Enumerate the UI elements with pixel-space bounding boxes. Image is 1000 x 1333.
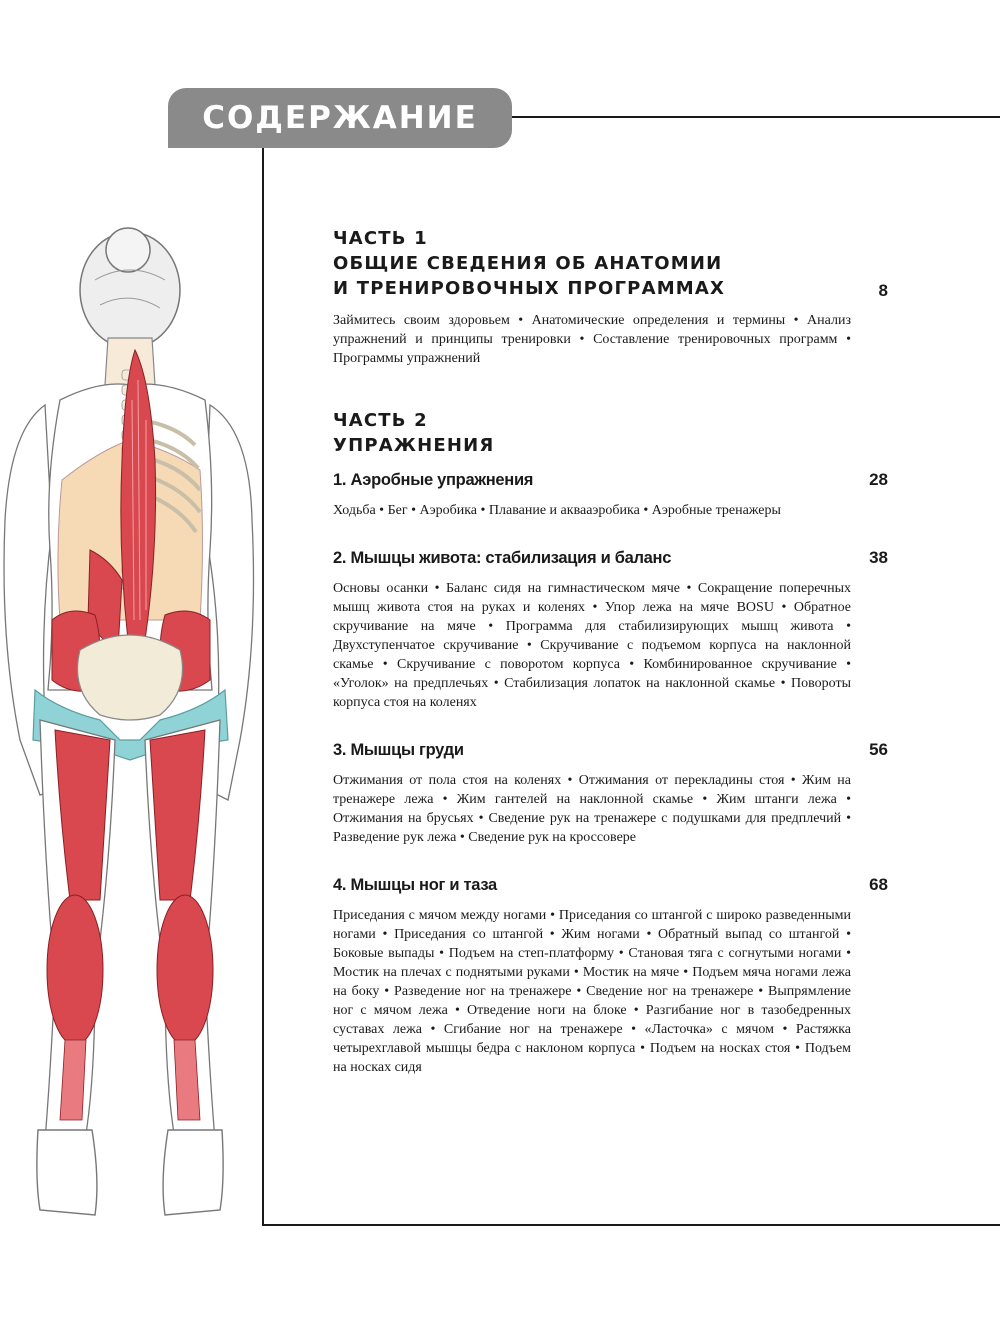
section-description: Отжимания от пола стоя на коленях • Отжимания от перекладины стоя • Жим на тренажере лежа • Жим гантелей на наклонной скамье • Жим штанги лежа • Отжимания на брусьях • Сведение рук на тренажере с подушками для предплечий • Разведение рук лежа • Сведение рук на кроссовере xyxy=(333,773,851,845)
top-rule xyxy=(512,116,1000,118)
table-of-contents xyxy=(333,226,888,1077)
right-shoe xyxy=(163,1130,223,1215)
left-calf xyxy=(47,895,103,1045)
section-page[interactable]: 38 xyxy=(869,548,888,567)
anatomy-figure xyxy=(0,220,262,1230)
hair-bun xyxy=(106,228,150,272)
left-achilles xyxy=(60,1040,86,1120)
section-row xyxy=(333,875,888,895)
section-title[interactable]: 2. Мышцы живота: стабилизация и баланс xyxy=(333,549,672,567)
left-shoe xyxy=(37,1130,97,1215)
section-row xyxy=(333,548,888,568)
section-row xyxy=(333,740,888,760)
section-description: Ходьба • Бег • Аэробика • Плавание и аквааэробика • Аэробные тренажеры xyxy=(333,503,781,518)
section-title[interactable]: 3. Мышцы груди xyxy=(333,741,464,759)
right-calf xyxy=(157,895,213,1045)
right-achilles xyxy=(174,1040,200,1120)
section-chest xyxy=(333,740,888,847)
part1-title-line2: И ТРЕНИРОВОЧНЫХ ПРОГРАММАХ xyxy=(333,278,726,299)
part1-title-row xyxy=(333,276,888,301)
section-title[interactable]: 4. Мышцы ног и таза xyxy=(333,876,497,894)
part2-label: ЧАСТЬ 2 xyxy=(333,410,428,431)
part1 xyxy=(333,226,888,368)
part1-title-line1: ОБЩИЕ СВЕДЕНИЯ ОБ АНАТОМИИ xyxy=(333,253,723,274)
part1-description: Займитесь своим здоровьем • Анатомические определения и термины • Анализ упражнений и принципы тренировки • Составление тренировочных программ • Программы упражнений xyxy=(333,313,851,366)
section-page[interactable]: 56 xyxy=(869,740,888,759)
section-abdominals xyxy=(333,548,888,712)
section-legs xyxy=(333,875,888,1077)
pelvis xyxy=(78,635,183,720)
part1-page[interactable]: 8 xyxy=(878,281,888,300)
section-aerobic xyxy=(333,470,888,520)
contents-title: СОДЕРЖАНИЕ xyxy=(202,100,478,136)
section-description: Основы осанки • Баланс сидя на гимнастическом мяче • Сокращение поперечных мышц живота стоя на руках и коленях • Упор лежа на мяче BOSU • Обратное скручивание на мяче • Программа для стабилизирующих мышц живота • Двухступенчатое скручивание • Скручивание с подъемом корпуса на наклонной скамье • Скручивание с поворотом корпуса • Комбинированное скручивание • «Уголок» на предплечьях • Стабилизация лопаток на наклонной скамье • Повороты корпуса стоя на коленях xyxy=(333,581,851,710)
section-page[interactable]: 68 xyxy=(869,875,888,894)
part2 xyxy=(333,408,888,1077)
section-page[interactable]: 28 xyxy=(869,470,888,489)
part1-label: ЧАСТЬ 1 xyxy=(333,228,428,249)
left-rule xyxy=(262,148,264,1226)
section-title[interactable]: 1. Аэробные упражнения xyxy=(333,471,534,489)
section-description: Приседания с мячом между ногами • Приседания со штангой с широко разведенными ногами • Приседания со штангой • Жим ногами • Обратный выпад со штангой • Боковые выпады • Подъем на степ-платформу • Становая тяга с согнутыми ногами • Мостик на плечах с поднятыми руками • Мостик на мяче • Подъем мяча ногами лежа на боку • Разведение ног на тренажере • Сведение ног на тренажере • Выпрямление ног с мячом лежа • Отведение ноги на блоке • Разгибание ног в тазобедренных суставах лежа • Сгибание ног на тренажере • «Ласточка» с мячом • Растяжка четырехглавой мышцы бедра с наклоном корпуса • Подъем на носках стоя • Подъем на носках сидя xyxy=(333,908,851,1075)
section-row xyxy=(333,470,888,490)
contents-tab xyxy=(168,88,512,148)
bottom-rule xyxy=(262,1224,1000,1226)
part2-title: УПРАЖНЕНИЯ xyxy=(333,435,495,456)
